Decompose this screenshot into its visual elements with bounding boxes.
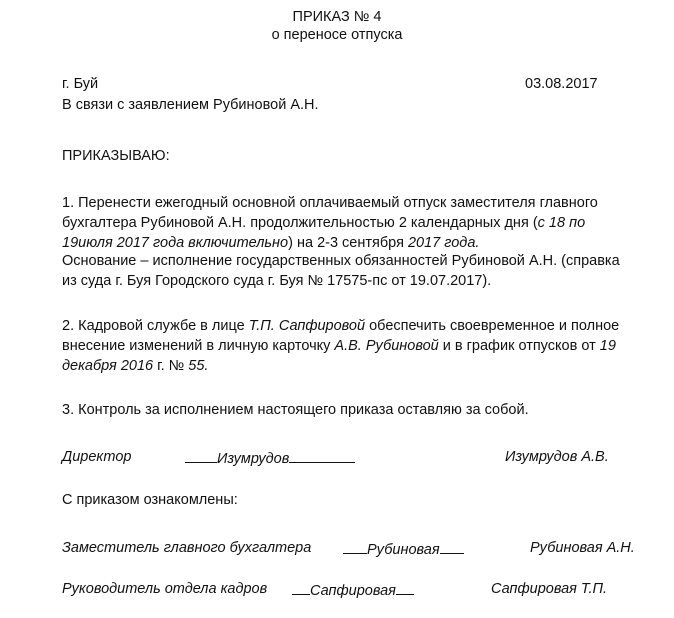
signatory-1-signature: Рубиновая bbox=[343, 539, 464, 559]
order-word: ПРИКАЗЫВАЮ: bbox=[62, 148, 170, 164]
basis-line-1: Основание – исполнение государственных обязанностей Рубиновой А.Н. (справка bbox=[62, 253, 620, 269]
signatory-1-role: Заместитель главного бухгалтера bbox=[62, 540, 312, 556]
item-2 bbox=[62, 316, 622, 376]
item-2-line-3: декабря 2016 г. № 55. bbox=[62, 358, 209, 374]
signatory-2-name: Сапфировая Т.П. bbox=[491, 581, 608, 597]
document-subtitle: о переносе отпуска bbox=[271, 27, 403, 43]
signatory-1-name: Рубиновая А.Н. bbox=[530, 540, 635, 556]
document-date: 03.08.2017 bbox=[525, 76, 598, 92]
signature-line bbox=[185, 448, 217, 463]
director-name: Изумрудов А.В. bbox=[505, 449, 609, 465]
preamble: В связи с заявлением Рубиновой А.Н. bbox=[62, 97, 319, 113]
item-2-line-2: внесение изменений в личную карточку А.В. Рубиновой и в график отпусков от 19 bbox=[62, 338, 616, 354]
signature-line bbox=[289, 448, 355, 463]
item-3: 3. Контроль за исполнением настоящего приказа оставляю за собой. bbox=[62, 402, 529, 418]
signature-line bbox=[396, 580, 414, 595]
signature-line bbox=[292, 580, 310, 595]
signature-line bbox=[343, 539, 367, 554]
city: г. Буй bbox=[62, 76, 99, 92]
item-1-basis bbox=[62, 251, 622, 291]
item-1-line-3: 19июля 2017 года включительно) на 2-3 сентября 2017 года. bbox=[62, 235, 480, 251]
item-1-line-2: бухгалтера Рубиновой А.Н. продолжительностью 2 календарных дня (с 18 по bbox=[62, 215, 586, 231]
acquainted-label: С приказом ознакомлены: bbox=[62, 492, 238, 508]
director-signature: Изумрудов bbox=[185, 448, 355, 468]
director-role: Директор bbox=[62, 449, 132, 465]
signatory-2-signature: Сапфировая bbox=[292, 580, 414, 600]
basis-line-2: из суда г. Буя Городского суда г. Буя № 17575-пс от 19.07.2017). bbox=[62, 273, 492, 289]
item-1-line-1: 1. Перенести ежегодный основной оплачиваемый отпуск заместителя главного bbox=[62, 195, 598, 211]
item-1 bbox=[62, 193, 622, 253]
signatory-2-role: Руководитель отдела кадров bbox=[62, 581, 268, 597]
signature-line bbox=[440, 539, 464, 554]
document-title: ПРИКАЗ № 4 bbox=[292, 9, 382, 25]
item-2-line-1: 2. Кадровой службе в лице Т.П. Сапфировой обеспечить своевременное и полное bbox=[62, 318, 620, 334]
